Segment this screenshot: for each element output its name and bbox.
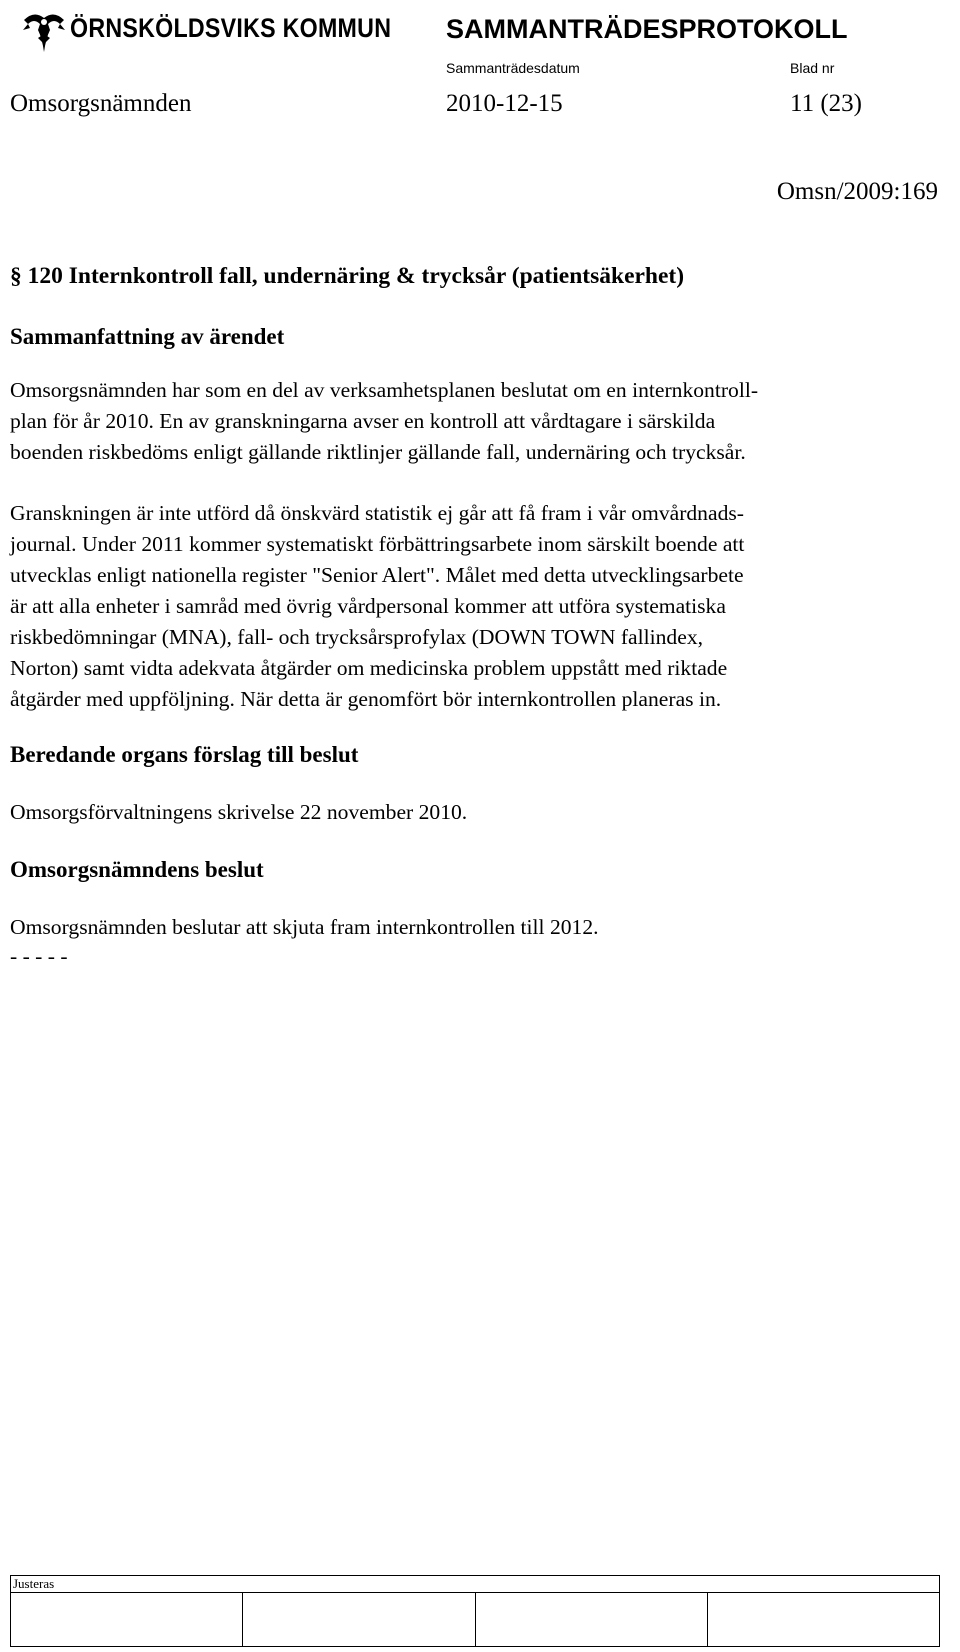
proposal-heading: Beredande organs förslag till beslut xyxy=(10,742,359,767)
document-title: SAMMANTRÄDESPROTOKOLL xyxy=(446,14,848,44)
proposal-text: Omsorgsförvaltningens skrivelse 22 november 2010. xyxy=(10,800,468,824)
meeting-date-label: Sammanträdesdatum xyxy=(446,60,580,76)
signature-box xyxy=(707,1593,939,1647)
signature-box xyxy=(243,1593,475,1647)
justeras-label: Justeras xyxy=(11,1576,940,1593)
logo-text: ÖRNSKÖLDSVIKS KOMMUN xyxy=(70,13,392,43)
summary-paragraph-1: Omsorgsnämnden har som en del av verksamhetsplanen beslutat om en internkontroll- plan för år 2010. En av granskningarna avser en kontroll att vårdtagare i särskilda boenden riskbedöms enligt gällande riktlinjer gällande fall, undernäring och trycksår. xyxy=(10,378,759,464)
committee-name: Omsorgsnämnden xyxy=(10,90,192,117)
signature-box xyxy=(475,1593,707,1647)
page-number-label: Blad nr xyxy=(790,60,835,76)
signature-table xyxy=(10,1575,940,1647)
summary-paragraph-2: Granskningen är inte utförd då önskvärd statistik ej går att få fram i vår omvårdnads- journal. Under 2011 kommer systematiskt förbättringsarbete inom särskilt boende att utvecklas enligt nationella register "Senior Alert". Målet med detta utvecklingsarbete är att alla enheter i samråd med övrig vårdpersonal kommer att utföra systematiska riskbedömningar (MNA), fall- och trycksårsprofylax (DOWN TOWN fallindex, Norton) samt vidta adekvata åtgärder om medicinska problem uppstått med riktade åtgärder med uppföljning. När detta är genomfört bör internkontrollen planeras in. xyxy=(10,501,745,711)
decision-text: Omsorgsnämnden beslutar att skjuta fram internkontrollen till 2012. xyxy=(10,915,599,939)
eagle-crest-icon xyxy=(20,8,68,56)
section-heading: § 120 Internkontroll fall, undernäring & trycksår (patientsäkerhet) xyxy=(10,263,685,289)
decision-heading: Omsorgsnämndens beslut xyxy=(10,857,264,882)
signature-box xyxy=(11,1593,243,1647)
minutes-content xyxy=(10,260,940,969)
case-reference: Omsn/2009:169 xyxy=(776,178,938,205)
meeting-date: 2010-12-15 xyxy=(446,90,563,117)
summary-heading: Sammanfattning av ärendet xyxy=(10,324,285,349)
end-marker: - - - - - xyxy=(10,944,68,968)
page-number: 11 (23) xyxy=(790,90,862,117)
